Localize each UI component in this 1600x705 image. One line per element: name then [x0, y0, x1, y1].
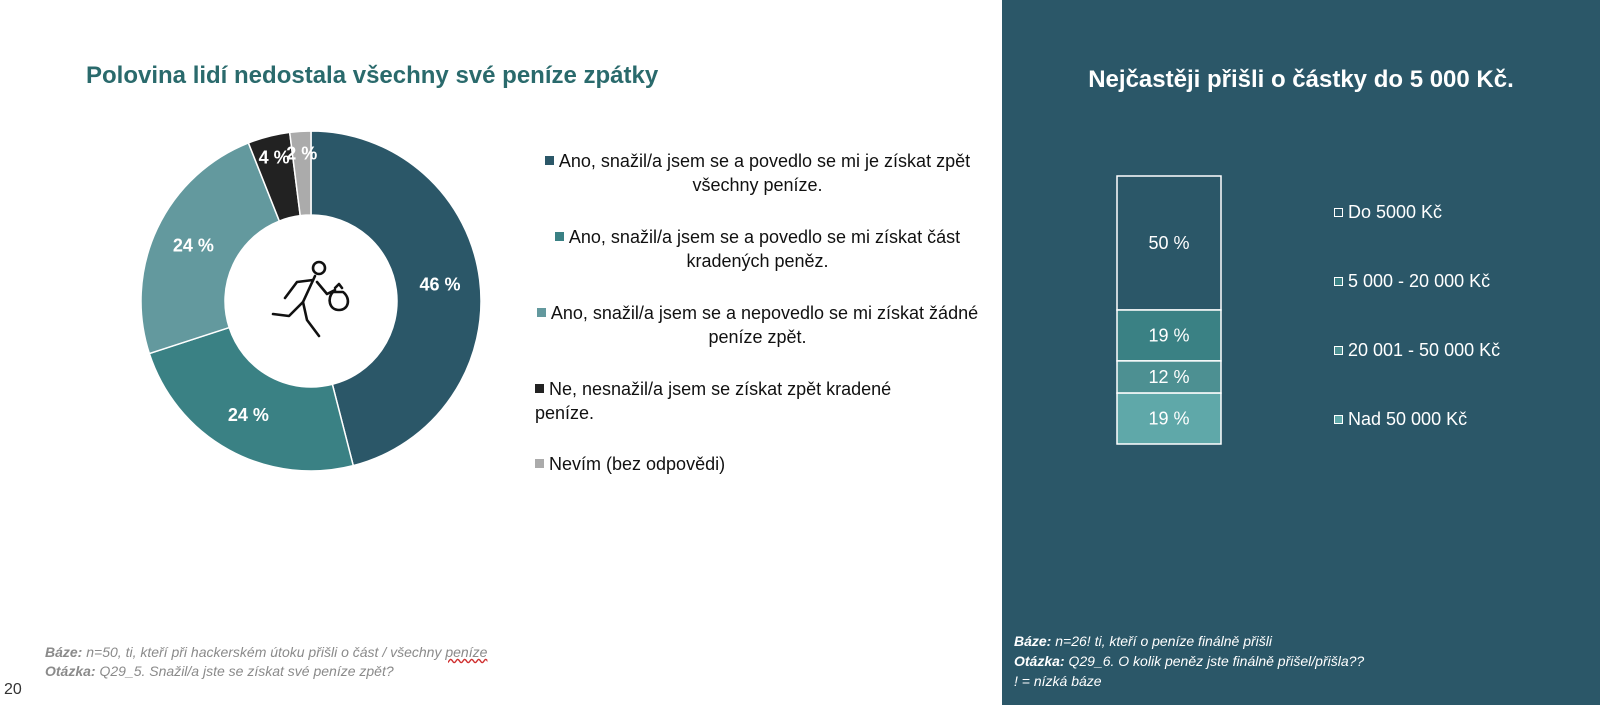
- legend-swatch: [1334, 208, 1343, 217]
- stacked-bar-chart: [1115, 174, 1223, 452]
- legend-label: 5 000 - 20 000 Kč: [1348, 271, 1491, 291]
- legend-label: Do 5000 Kč: [1348, 202, 1443, 222]
- legend-item: [535, 301, 980, 349]
- low-base-footnote: ! = nízká báze: [1014, 673, 1102, 689]
- base-note: Báze: n=26! ti, kteří o peníze finálně přišli: [1014, 633, 1272, 649]
- legend-item: [535, 377, 935, 425]
- legend-label: Ne, nesnažil/a jsem se získat zpět kradené peníze.: [535, 379, 892, 423]
- legend-label: 20 001 - 50 000 Kč: [1348, 340, 1501, 360]
- legend-item: [535, 149, 980, 197]
- right-footnote: [1014, 631, 1364, 691]
- legend-swatch: [1334, 277, 1343, 286]
- question-note: Otázka: Q29_6. O kolik peněz jste finálně přišel/přišla??: [1014, 653, 1365, 669]
- legend-item: [535, 225, 980, 273]
- stack-data-label: 50 %: [1148, 233, 1190, 253]
- question-note: Otázka: Q29_5. Snažil/a jste se získat své peníze zpět?: [45, 663, 394, 679]
- legend-label: Ano, snažil/a jsem se a povedlo se mi je získat zpět všechny peníze.: [558, 151, 971, 195]
- donut-data-label: 2 %: [286, 143, 318, 164]
- donut-data-label: 24 %: [227, 404, 269, 425]
- legend-item: [1334, 407, 1467, 431]
- legend-swatch: [1334, 346, 1343, 355]
- right-panel: [1002, 0, 1600, 705]
- legend-item: [1334, 338, 1500, 362]
- stack-data-label: 12 %: [1148, 367, 1190, 387]
- stack-data-label: 19 %: [1148, 408, 1190, 429]
- legend-item: [1334, 200, 1442, 224]
- legend-swatch: [555, 232, 564, 241]
- donut-data-label: 24 %: [172, 235, 214, 256]
- left-footnote: [45, 643, 487, 681]
- legend-swatch: [535, 459, 544, 468]
- left-chart-title: Polovina lidí nedostala všechny své peníze zpátky: [86, 62, 659, 89]
- legend-label: Nevím (bez odpovědi): [549, 454, 726, 474]
- legend-swatch: [535, 384, 544, 393]
- legend-label: Nad 50 000 Kč: [1348, 409, 1468, 429]
- donut-data-label: 4 %: [258, 147, 290, 168]
- legend-label: Ano, snažil/a jsem se a povedlo se mi získat část kradených peněz.: [568, 227, 961, 271]
- legend-swatch: [1334, 415, 1343, 424]
- thief-running-with-money-bag-icon: [273, 262, 348, 336]
- donut-chart: [138, 128, 484, 474]
- page-number: 20: [4, 681, 22, 698]
- right-chart-title: Nejčastěji přišli o částky do 5 000 Kč.: [1088, 66, 1514, 93]
- legend-item: [535, 452, 980, 476]
- base-note: Báze: n=50, ti, kteří při hackerském útoku přišli o část / všechny peníze: [45, 644, 488, 660]
- legend-swatch: [537, 308, 546, 317]
- stack-data-label: 19 %: [1148, 325, 1190, 346]
- legend-item: [1334, 269, 1490, 293]
- donut-data-label: 46 %: [419, 274, 461, 295]
- donut-slice-2: [149, 328, 353, 471]
- legend-swatch: [545, 156, 554, 165]
- legend-label: Ano, snažil/a jsem se a nepovedlo se mi získat žádné peníze zpět.: [550, 303, 979, 347]
